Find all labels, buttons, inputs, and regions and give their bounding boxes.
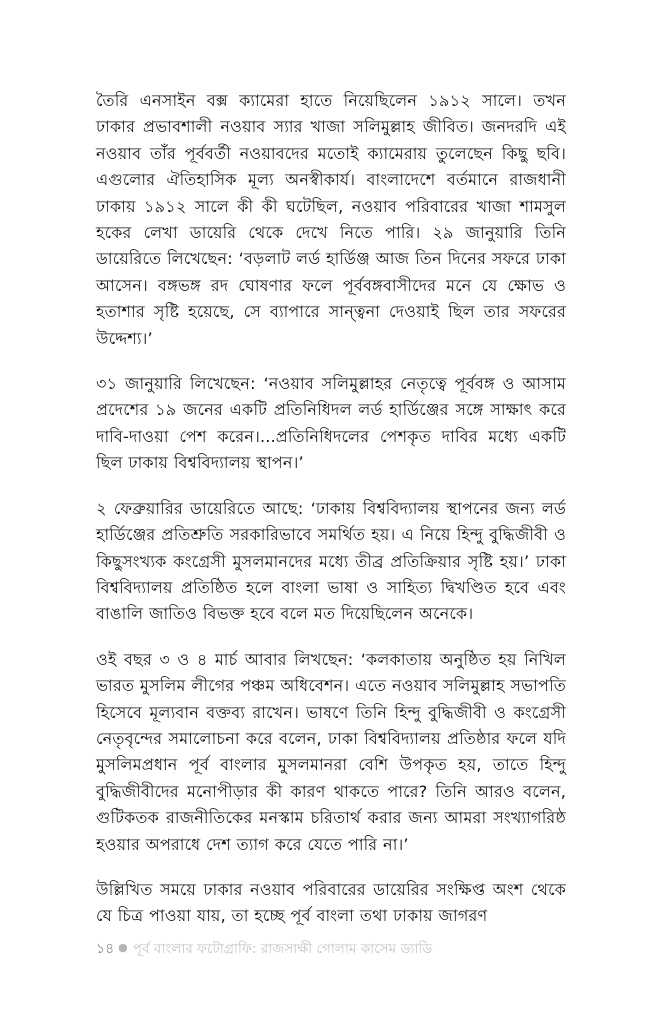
paragraph-1: তৈরি এনসাইন বক্স ক্যামেরা হাতে নিয়েছিলেন ১৯১২ সালে। তখন ঢাকার প্রভাবশালী নওয়াব স্যার খাজা সলিমুল্লাহ জীবিত। জনদরদি এই নওয়াব তাঁর পূর্ববর্তী নওয়াবদের মতোই ক্যামেরায় তুলেছেন কিছু ছবি। এগুলোর ঐতিহাসিক মূল্য অনস্বীকার্য। বাংলাদেশে বর্তমানে রাজধানী ঢাকায় ১৯১২ সালে কী কী ঘটেছিল, নওয়াব পরিবারের খাজা শামসুল হকের লেখা ডায়েরি থেকে দেখে নিতে পারি। ২৯ জানুয়ারি তিনি ডায়েরিতে লিখেছেন: ‘বড়লাট লর্ড হার্ডিঞ্জ আজ তিন দিনের সফরে ঢাকা আসেন। বঙ্গভঙ্গ রদ ঘোষণার ফলে পূর্ববঙ্গবাসীদের মনে যে ক্ষোভ ও হতাশার সৃষ্টি হয়েছে, সে ব্যাপারে সান্ত্বনা দেওয়াই ছিল তার সফরের উদ্দেশ্য।’ xyxy=(96,91,566,348)
page-footer xyxy=(96,938,566,959)
paragraph-4: ওই বছর ৩ ও ৪ মার্চ আবার লিখছেন: ‘কলকাতায় অনুষ্ঠিত হয় নিখিল ভারত মুসলিম লীগের পঞ্চম অধিবেশন। এতে নওয়াব সলিমুল্লাহ সভাপতি হিসেবে মূল্যবান বক্তব্য রাখেন। ভাষণে তিনি হিন্দু বুদ্ধিজীবী ও কংগ্রেসী নেতৃবৃন্দের সমালোচনা করে বলেন, ঢাকা বিশ্ববিদ্যালয় প্রতিষ্ঠার ফলে যদি মুসলিমপ্রধান পূর্ব বাংলার মুসলমানরা বেশি উপকৃত হয়, তাতে হিন্দু বুদ্ধিজীবীদের মনোপীড়ার কী কারণ থাকতে পারে? তিনি আরও বলেন, গুটিকতক রাজনীতিকের মনস্কাম চরিতার্থ করার জন্য আমরা সংখ্যাগরিষ্ঠ হওয়ার অপরাধে দেশ ত্যাগ করে যেতে পারি না।’ xyxy=(96,649,566,854)
footer-separator-bullet-icon: ● xyxy=(118,941,128,954)
footer-page-number: ১৪ xyxy=(96,941,115,957)
page-text-column xyxy=(96,88,566,930)
footer-book-title: পূর্ব বাংলার ফটোগ্রাফি: রাজসাক্ষী গোলাম কাসেম ড্যাডি xyxy=(132,941,433,957)
paragraph-5: উল্লিখিত সময়ে ঢাকার নওয়াব পরিবারের ডায়েরির সংক্ষিপ্ত অংশ থেকে যে চিত্র পাওয়া যায়, তা হচ্ছে পূর্ব বাংলা তথা ঢাকায় জাগরণ xyxy=(96,879,566,926)
paragraph-2: ৩১ জানুয়ারি লিখেছেন: ‘নওয়াব সলিমুল্লাহর নেতৃত্বে পূর্ববঙ্গ ও আসাম প্রদেশের ১৯ জনের একটি প্রতিনিধিদল লর্ড হার্ডিঞ্জের সঙ্গে সাক্ষাৎ করে দাবি-দাওয়া পেশ করেন।...প্রতিনিধিদলের পেশকৃত দাবির মধ্যে একটি ছিল ঢাকায় বিশ্ববিদ্যালয় স্থাপন।’ xyxy=(96,374,566,473)
paragraph-3: ২ ফেব্রুয়ারির ডায়েরিতে আছে: ‘ঢাকায় বিশ্ববিদ্যালয় স্থাপনের জন্য লর্ড হার্ডিঞ্জের প্রতিশ্রুতি সরকারিভাবে সমর্থিত হয়। এ নিয়ে হিন্দু বুদ্ধিজীবী ও কিছুসংখ্যক কংগ্রেসী মুসলমানদের মধ্যে তীব্র প্রতিক্রিয়ার সৃষ্টি হয়।’ ঢাকা বিশ্ববিদ্যালয় প্রতিষ্ঠিত হলে বাংলা ভাষা ও সাহিত্য দ্বিখণ্ডিত হবে এবং বাঙালি জাতিও বিভক্ত হবে বলে মত দিয়েছিলেন অনেকে। xyxy=(96,498,566,624)
